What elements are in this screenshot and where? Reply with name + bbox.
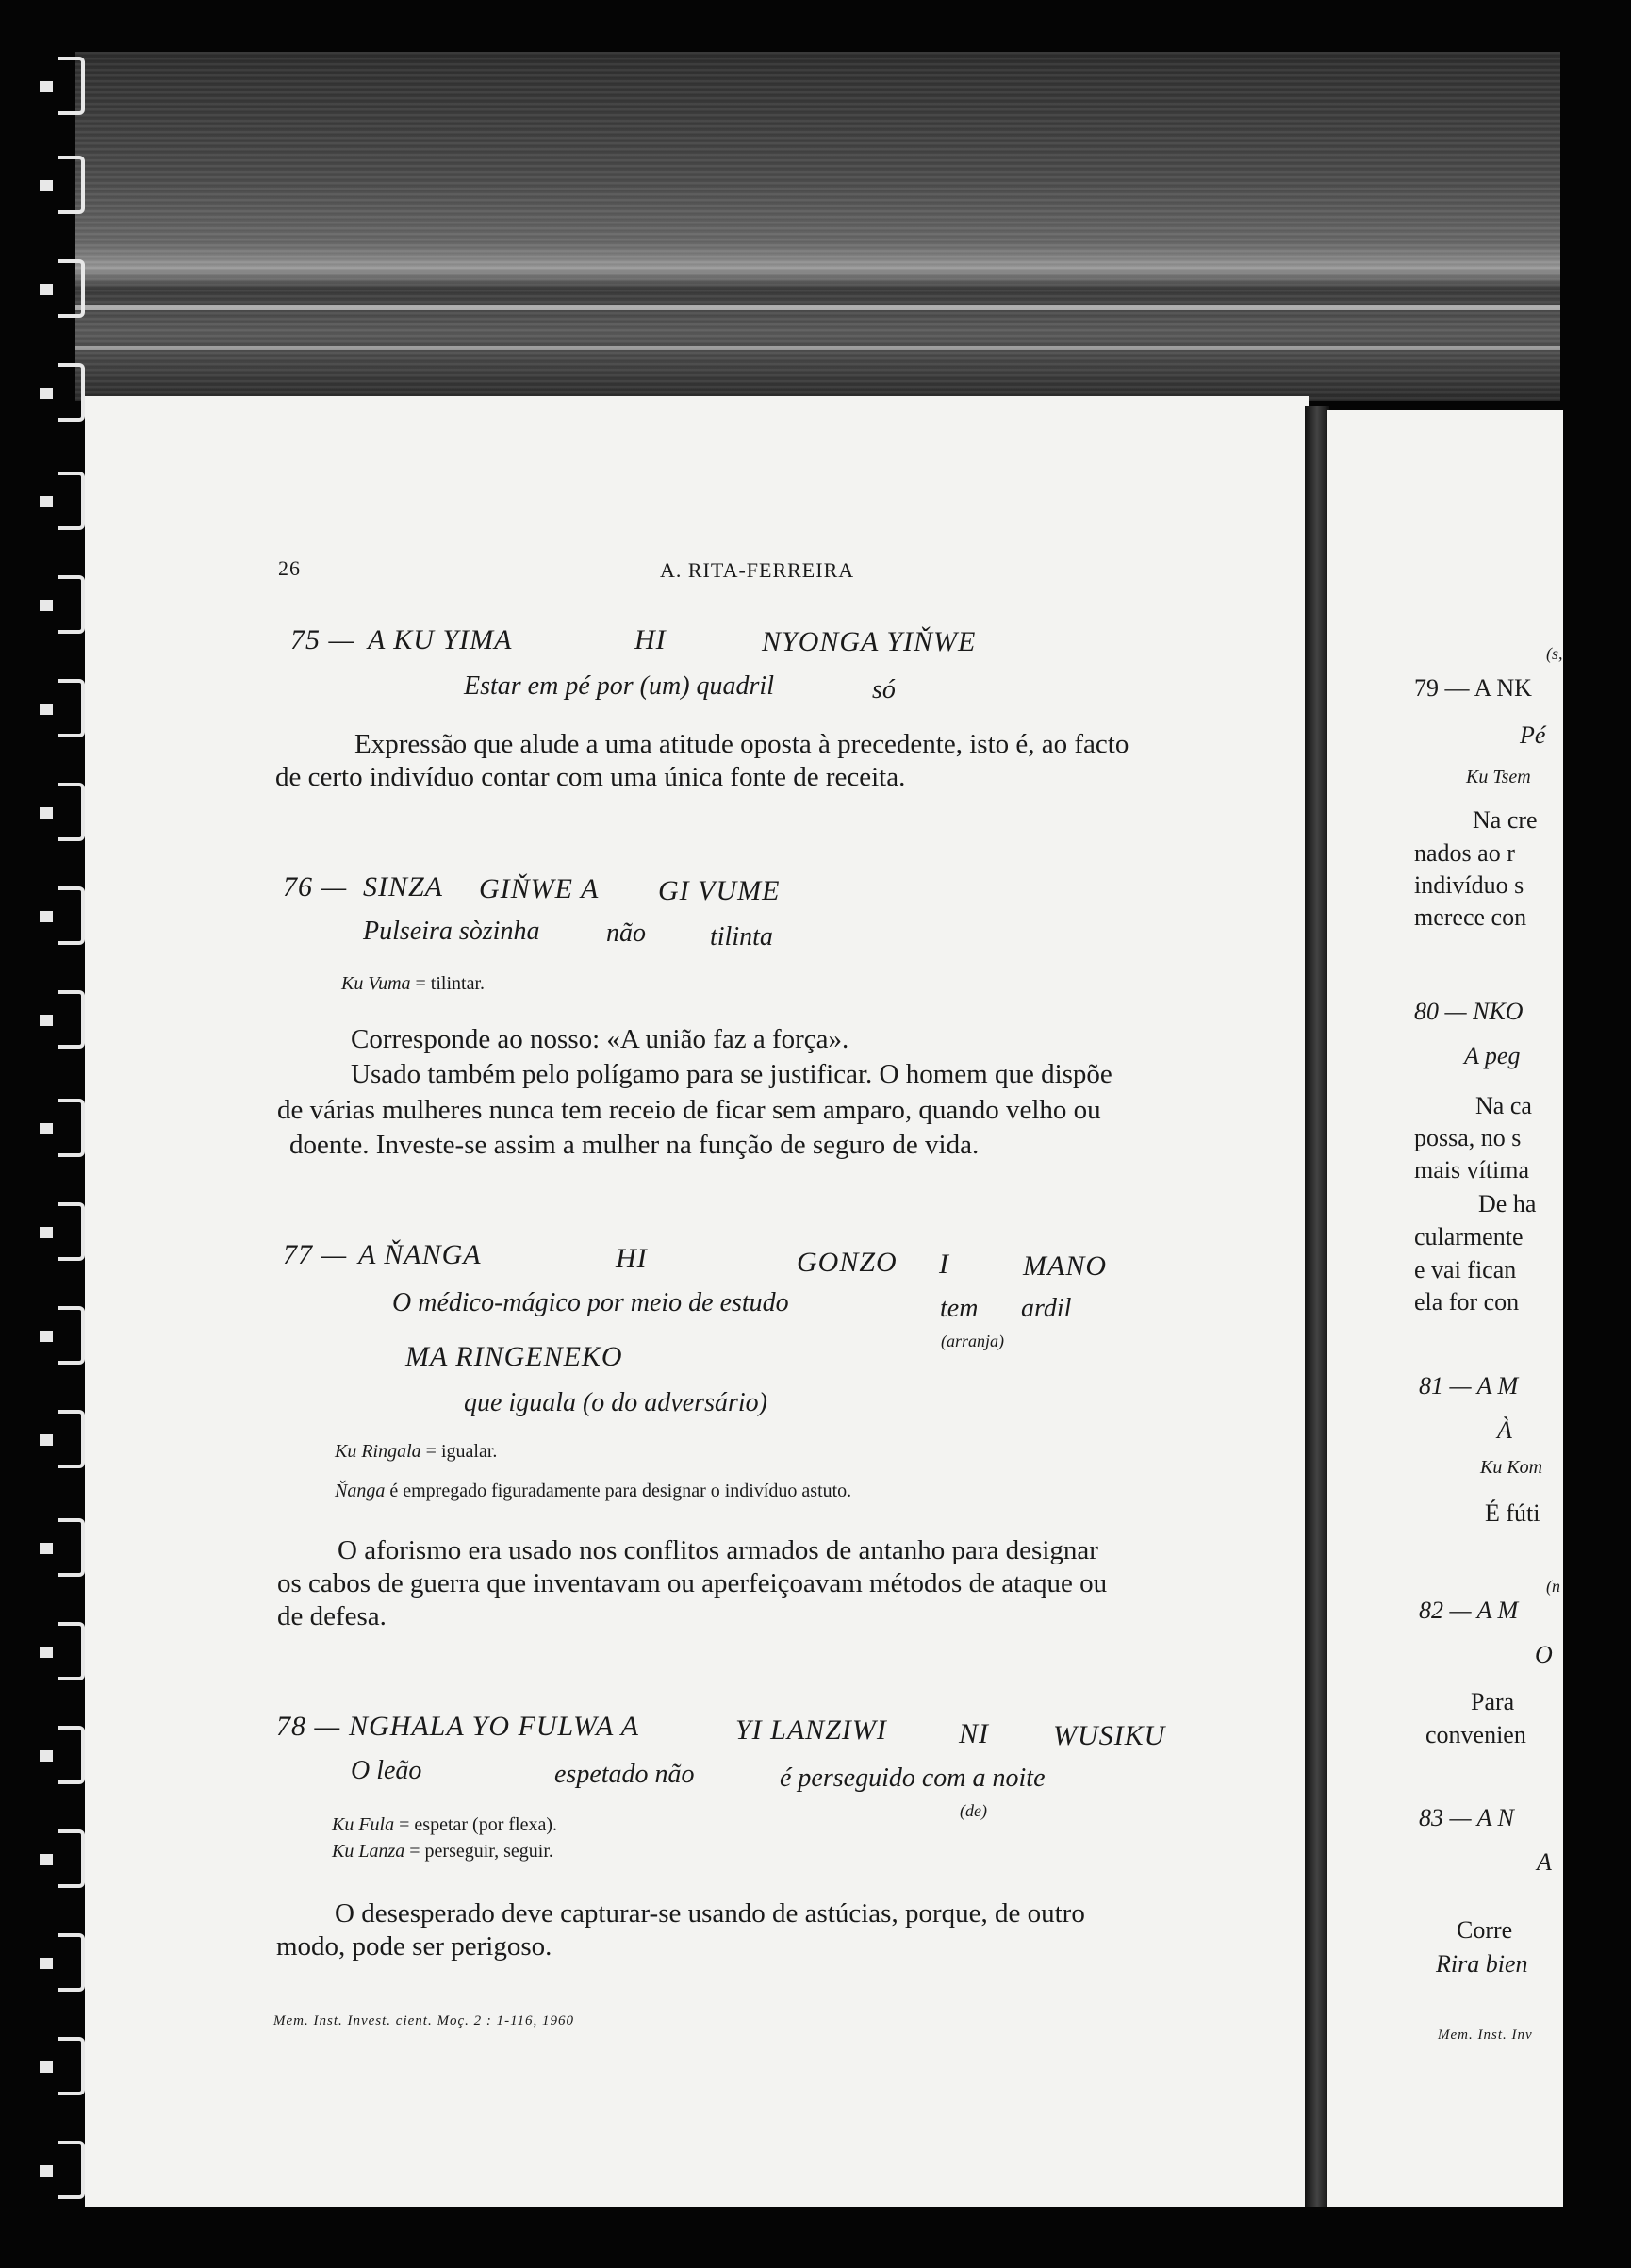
binder-ring bbox=[58, 259, 85, 318]
translation: é perseguido com a noite bbox=[780, 1763, 1046, 1793]
right-fragment: (n bbox=[1546, 1577, 1560, 1596]
saying-word: MANO bbox=[1023, 1250, 1107, 1282]
body-line: doente. Investe-se assim a mulher na função de seguro de vida. bbox=[289, 1130, 980, 1160]
binder-ring bbox=[58, 472, 85, 530]
body-line: modo, pode ser perigoso. bbox=[276, 1931, 552, 1962]
right-fragment: merece con bbox=[1414, 903, 1527, 931]
right-fragment: 83 — A N bbox=[1419, 1804, 1514, 1831]
translation: ardil bbox=[1021, 1294, 1072, 1323]
entry-number: 77 — bbox=[283, 1239, 348, 1270]
binder-ring bbox=[58, 1202, 85, 1261]
translation: só bbox=[872, 675, 896, 704]
translation: Pulseira sòzinha bbox=[363, 917, 540, 946]
right-fragment: nados ao r bbox=[1414, 839, 1515, 867]
right-fragment: 80 — NKO bbox=[1414, 998, 1524, 1025]
entry-number: 76 — bbox=[283, 871, 348, 902]
binder-ring bbox=[58, 783, 85, 841]
right-fragment: A peg bbox=[1464, 1042, 1521, 1069]
right-fragment: 79 — A NK bbox=[1414, 674, 1532, 702]
gloss: Ku Lanza = perseguir, seguir. bbox=[332, 1841, 553, 1862]
right-fragment: cularmente bbox=[1414, 1223, 1524, 1250]
right-fragment: Na cre bbox=[1473, 806, 1538, 834]
binder-ring bbox=[58, 1306, 85, 1365]
gloss: Ku Fula = espetar (por flexa). bbox=[332, 1814, 557, 1835]
binder-ring bbox=[58, 886, 85, 945]
right-fragment: Ku Tsem bbox=[1466, 767, 1531, 787]
translation: tilinta bbox=[710, 922, 773, 952]
right-fragment: É fúti bbox=[1485, 1499, 1540, 1527]
right-fragment: 81 — A M bbox=[1419, 1372, 1519, 1399]
saying-word: NGHALA YO FULWA A bbox=[349, 1711, 640, 1742]
body-line: de certo indivíduo contar com uma única fonte de receita. bbox=[275, 762, 906, 792]
binder-ring bbox=[58, 57, 85, 115]
saying-word: SINZA bbox=[363, 871, 444, 902]
body-line: O desesperado deve capturar-se usando de astúcias, porque, de outro bbox=[335, 1898, 1085, 1929]
body-line: Usado também pelo polígamo para se justificar. O homem que dispõe bbox=[351, 1059, 1112, 1089]
right-fragment: Na ca bbox=[1475, 1092, 1532, 1119]
right-fragment: De ha bbox=[1478, 1190, 1537, 1217]
under-note: (arranja) bbox=[941, 1332, 1004, 1350]
gloss: Ňanga é empregado figuradamente para designar o indivíduo astuto. bbox=[335, 1481, 852, 1501]
saying-word: A KU YIMA bbox=[368, 624, 513, 655]
binder-ring bbox=[58, 2141, 85, 2199]
saying-word: GIŇWE A bbox=[479, 873, 600, 904]
page-number: 26 bbox=[278, 556, 301, 580]
saying-word: NI bbox=[959, 1718, 989, 1749]
binder-ring bbox=[58, 575, 85, 634]
binder-ring bbox=[58, 990, 85, 1049]
right-fragment: indivíduo s bbox=[1414, 871, 1524, 899]
body-line: O aforismo era usado nos conflitos armados de antanho para designar bbox=[338, 1535, 1098, 1565]
gloss: Ku Vuma = tilintar. bbox=[341, 973, 486, 994]
right-fragment: À bbox=[1497, 1416, 1512, 1444]
scan-artifact-band bbox=[75, 52, 1560, 401]
under-note: (de) bbox=[960, 1801, 987, 1820]
book-gutter bbox=[1305, 406, 1329, 2207]
translation: O leão bbox=[351, 1756, 422, 1785]
translation: espetado não bbox=[554, 1760, 695, 1789]
right-fragment: mais vítima bbox=[1414, 1156, 1530, 1184]
binder-ring bbox=[58, 2037, 85, 2095]
saying-word: YI LANZIWI bbox=[735, 1714, 887, 1746]
right-fragment: Mem. Inst. Inv bbox=[1438, 2028, 1533, 2043]
saying-word: GONZO bbox=[797, 1247, 898, 1278]
body-line: de várias mulheres nunca tem receio de ficar sem amparo, quando velho ou bbox=[277, 1095, 1101, 1125]
translation: não bbox=[606, 919, 646, 948]
right-fragment: Para bbox=[1471, 1688, 1515, 1715]
translation: Estar em pé por (um) quadril bbox=[464, 671, 774, 701]
binder-ring bbox=[58, 156, 85, 214]
right-fragment: convenien bbox=[1425, 1721, 1526, 1748]
translation: O médico-mágico por meio de estudo bbox=[392, 1288, 789, 1317]
translation: que iguala (o do adversário) bbox=[464, 1388, 767, 1417]
right-fragment: ela for con bbox=[1414, 1288, 1520, 1316]
binder-ring bbox=[58, 363, 85, 422]
saying-word: MA RINGENEKO bbox=[405, 1341, 623, 1372]
right-fragment: 82 — A M bbox=[1419, 1597, 1519, 1624]
right-fragment: (s, bbox=[1546, 644, 1563, 663]
body-line: Corresponde ao nosso: «A união faz a força». bbox=[351, 1024, 849, 1054]
binder-ring bbox=[58, 1099, 85, 1157]
footer-citation: Mem. Inst. Invest. cient. Moç. 2 : 1-116, 1960 bbox=[273, 2013, 574, 2028]
binder-ring bbox=[58, 1622, 85, 1680]
body-line: de defesa. bbox=[277, 1601, 387, 1631]
binder-ring bbox=[58, 1518, 85, 1577]
body-line: os cabos de guerra que inventavam ou aperfeiçoavam métodos de ataque ou bbox=[277, 1568, 1108, 1598]
saying-word: WUSIKU bbox=[1053, 1720, 1166, 1751]
binder-ring bbox=[58, 1829, 85, 1888]
translation: tem bbox=[940, 1294, 979, 1323]
right-fragment: possa, no s bbox=[1414, 1124, 1522, 1151]
running-title: A. RITA-FERREIRA bbox=[660, 558, 855, 582]
gloss: Ku Ringala = igualar. bbox=[335, 1441, 498, 1462]
saying-word: HI bbox=[634, 624, 667, 655]
saying-word: A ŇANGA bbox=[358, 1239, 482, 1270]
right-fragment: Ku Kom bbox=[1480, 1457, 1543, 1478]
entry-number: 75 — bbox=[290, 624, 355, 655]
right-fragment: A bbox=[1537, 1848, 1552, 1876]
entry-number: 78 — bbox=[276, 1711, 341, 1742]
saying-word: HI bbox=[616, 1243, 648, 1274]
saying-word: NYONGA YIŇWE bbox=[762, 626, 977, 657]
body-line: Expressão que alude a uma atitude oposta à precedente, isto é, ao facto bbox=[354, 729, 1129, 759]
binder-ring bbox=[58, 1933, 85, 1992]
right-fragment: Rira bien bbox=[1436, 1950, 1528, 1978]
right-fragment: O bbox=[1535, 1641, 1553, 1668]
binder-ring bbox=[58, 1726, 85, 1784]
saying-word: I bbox=[939, 1249, 949, 1280]
right-fragment: Corre bbox=[1457, 1916, 1513, 1944]
binder-ring bbox=[58, 679, 85, 737]
right-fragment: e vai fican bbox=[1414, 1256, 1517, 1283]
saying-word: GI VUME bbox=[658, 875, 781, 906]
binder-ring bbox=[58, 1410, 85, 1468]
right-fragment: Pé bbox=[1520, 721, 1546, 749]
